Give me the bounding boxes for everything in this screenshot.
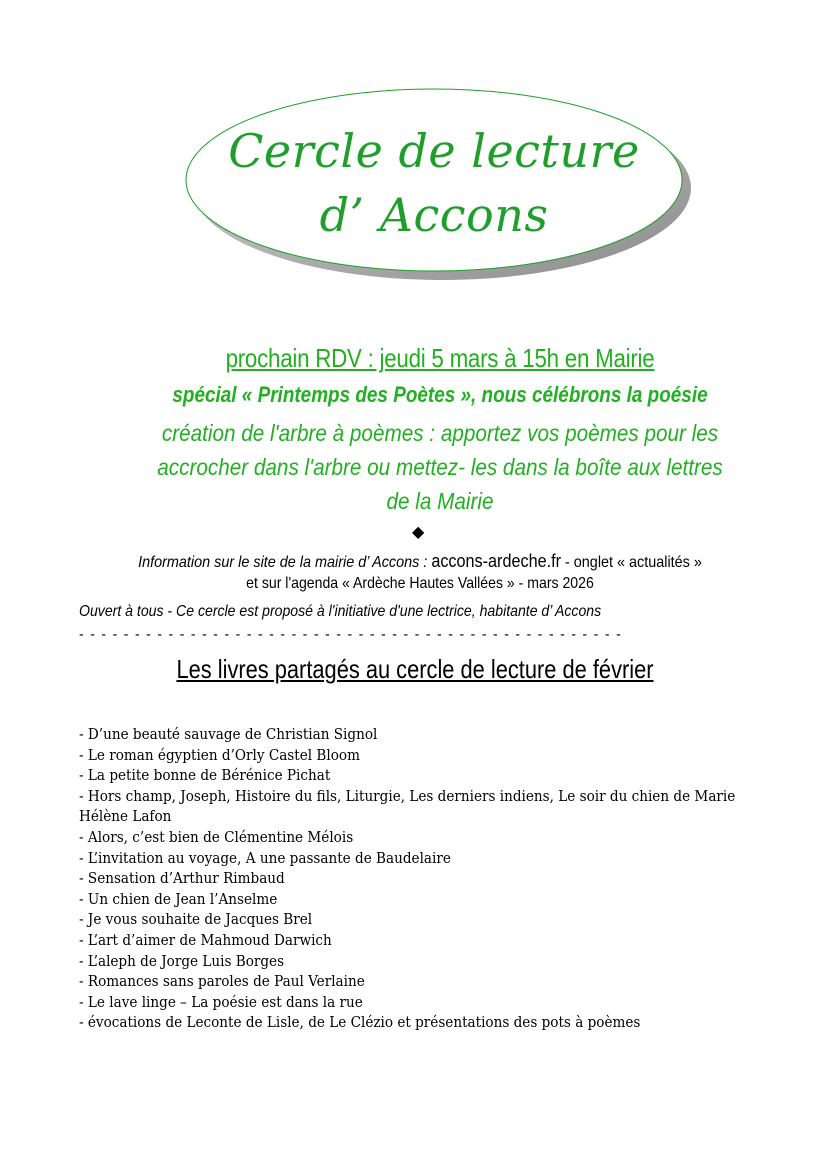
site-link[interactable]: accons-ardeche.fr [431, 551, 561, 571]
divider: - - - - - - - - - - - - - - - - - - - - - - - - - - - - - - - - - - - - - - - - - - - - - - - - - [79, 626, 623, 643]
creation-text: création de l'arbre à poèmes : apportez vos poèmes pour les accrocher dans l'arbre ou mettez- les dans la boîte aux lettres de la Mairie [157, 420, 723, 514]
list-item: - Je vous souhaite de Jacques Brel [79, 911, 313, 929]
agenda-name: « Ardèche Hautes Vallées » [338, 575, 519, 592]
list-item: - Alors, c’est bien de Clémentine Mélois [79, 828, 354, 846]
list-item: - Un chien de Jean l’Anselme [79, 890, 278, 908]
list-item: - évocations de Leconte de Lisle, de Le Clézio et présentations des pots à poèmes [79, 1014, 641, 1032]
title-line-1: Cercle de lecture [228, 124, 640, 178]
info-line-2 [138, 575, 701, 593]
list-item: - Hors champ, Joseph, Histoire du fils, Liturgie, Les derniers indiens, Le soir du chien de Marie Hélène Lafon [79, 787, 736, 826]
info-prefix: Information sur le site de la mairie d’ Accons : [138, 554, 432, 571]
list-item: - D’une beauté sauvage de Christian Signol [79, 726, 378, 743]
list-item: - Sensation d’Arthur Rimbaud [79, 870, 285, 888]
agenda-prefix: et sur l'agenda [246, 575, 339, 592]
ellipse-shape [184, 88, 694, 284]
title-line-2: d’ Accons [319, 188, 549, 242]
info-tab: - onglet « actualités » [560, 554, 702, 571]
info-line-1 [96, 551, 744, 572]
books-title: Les livres partagés au cercle de lecture de février [176, 654, 654, 684]
list-item: - L’aleph de Jorge Luis Borges [79, 952, 285, 970]
list-item: - Romances sans paroles de Paul Verlaine [79, 973, 365, 991]
book-list [79, 725, 759, 1034]
title-ellipse [184, 88, 694, 284]
list-item: - La petite bonne de Bérénice Pichat [79, 767, 331, 785]
special-event: spécial « Printemps des Poètes », nous célébrons la poésie [172, 382, 708, 407]
agenda-date: - mars 2026 [518, 575, 594, 592]
diamond-icon: ◆ [412, 524, 425, 541]
list-item: - Le roman égyptien d’Orly Castel Bloom [79, 746, 360, 764]
list-item: - L’art d’aimer de Mahmoud Darwich [79, 931, 332, 949]
list-item: - L’invitation au voyage, A une passante de Baudelaire [79, 849, 451, 867]
next-meeting: prochain RDV : jeudi 5 mars à 15h en Mairie [225, 343, 655, 373]
open-to-all: Ouvert à tous - Ce cercle est proposé à l'initiative d'une lectrice, habitante d’ Accons [79, 603, 602, 620]
list-item: - Le lave linge – La poésie est dans la rue [79, 993, 363, 1011]
